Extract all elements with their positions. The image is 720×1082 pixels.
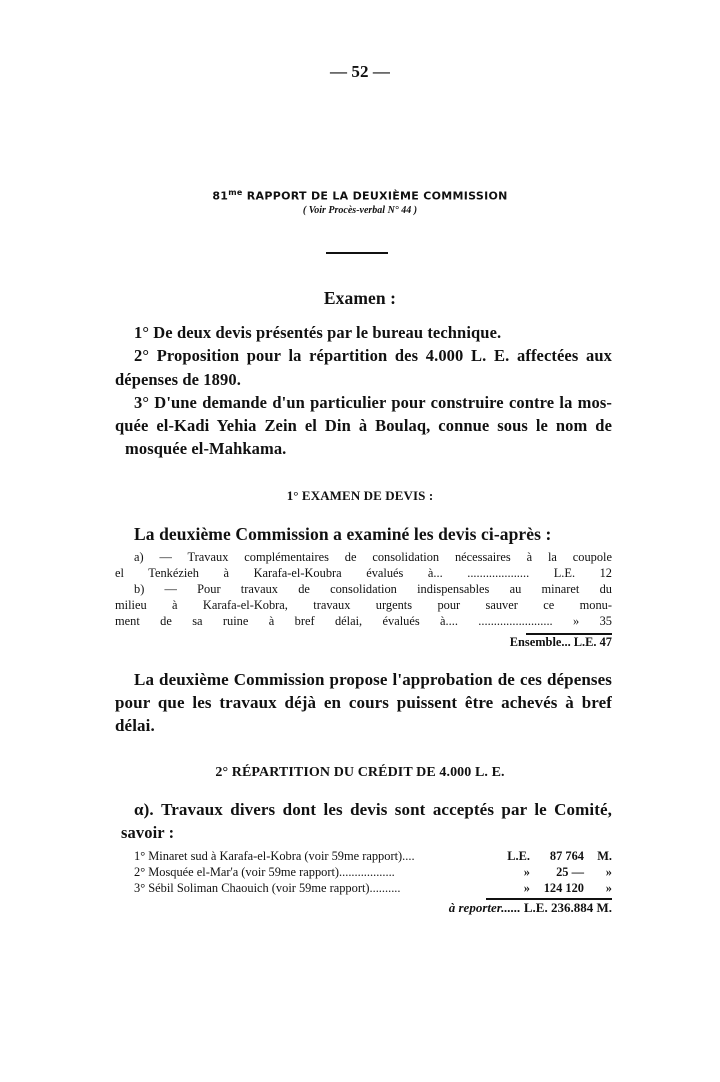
credit-row-amount: 124 120 (543, 881, 584, 895)
conclusion-line: pour que les travaux déjà en cours puissent être achevés à bref (115, 693, 612, 712)
devis-line: milieu à Karafa-el-Kobra, travaux urgents pour sauver ce monu- (115, 598, 612, 612)
devis-line: ment de sa ruine à bref délai, évalués à.... ........................ » 35 (115, 614, 612, 628)
devis-line: a) — Travaux complémentaires de consolidation nécessaires à la coupole (134, 550, 612, 564)
page-number: — 52 — (329, 62, 391, 81)
credit-row (134, 881, 612, 897)
devis-line: el Tenkézieh à Karafa-el-Koubra évalués à... .................... L.E. 12 (115, 566, 612, 580)
report-title: RAPPORT DE LA DEUXIÈME COMMISSION (246, 189, 508, 203)
credit-row-unit: L.E. (507, 849, 530, 863)
section2-intro: α). Travaux divers dont les devis sont acceptés par le Comité, (134, 800, 612, 819)
examen-title: Examen : (323, 288, 397, 308)
examen-line: 1° De deux devis présentés par le bureau technique. (134, 323, 502, 342)
conclusion-line: La deuxième Commission propose l'approbation de ces dépenses (134, 670, 612, 689)
report-heading (0, 188, 720, 203)
report-subtitle: ( Voir Procès-verbal N° 44 ) (302, 205, 418, 216)
credit-row-amount: 87 764 (549, 849, 584, 863)
examen-line: 3° D'une demande d'un particulier pour construire contre la mos- (134, 393, 612, 412)
conclusion-line: délai. (115, 716, 155, 735)
section2-title: 2° RÉPARTITION DU CRÉDIT DE 4.000 L. E. (215, 765, 505, 780)
credit-row (134, 865, 612, 881)
divider (326, 252, 388, 254)
carry-forward (449, 900, 612, 916)
report-number-sup: me (228, 188, 243, 197)
carry-value: L.E. 236.884 M. (523, 900, 612, 915)
carry-label: à reporter...... (448, 900, 521, 915)
examen-line: 2° Proposition pour la répartition des 4.000 L. E. affectées aux (134, 346, 612, 365)
credit-row-label: 2° Mosquée el-Mar'a (voir 59me rapport).................. (134, 865, 395, 879)
section1-title: 1° EXAMEN DE DEVIS : (286, 488, 434, 503)
credit-row-unit: » (523, 865, 530, 879)
credit-row-label: 3° Sébil Soliman Chaouich (voir 59me rapport).......... (134, 881, 401, 895)
credit-row-suffix: » (605, 881, 612, 895)
credit-row-unit: » (523, 881, 530, 895)
examen-line: quée el-Kadi Yehia Zein el Din à Boulaq, connue sous le nom de (115, 416, 612, 435)
examen-line: dépenses de 1890. (115, 370, 241, 389)
section2-intro: savoir : (121, 823, 175, 842)
report-number: 81 (212, 189, 229, 203)
examen-line: mosquée el-Mahkama. (125, 439, 287, 458)
credit-row-amount: 25 — (556, 865, 584, 879)
credit-row-suffix: M. (597, 849, 612, 863)
devis-total: Ensemble... L.E. 47 (509, 635, 612, 649)
credit-row-suffix: » (605, 865, 612, 879)
devis-line: b) — Pour travaux de consolidation indispensables au minaret du (134, 582, 612, 596)
credit-row (134, 849, 612, 865)
credit-row-label: 1° Minaret sud à Karafa-el-Kobra (voir 59me rapport).... (134, 849, 415, 863)
section1-intro: La deuxième Commission a examiné les devis ci-après : (134, 524, 552, 544)
